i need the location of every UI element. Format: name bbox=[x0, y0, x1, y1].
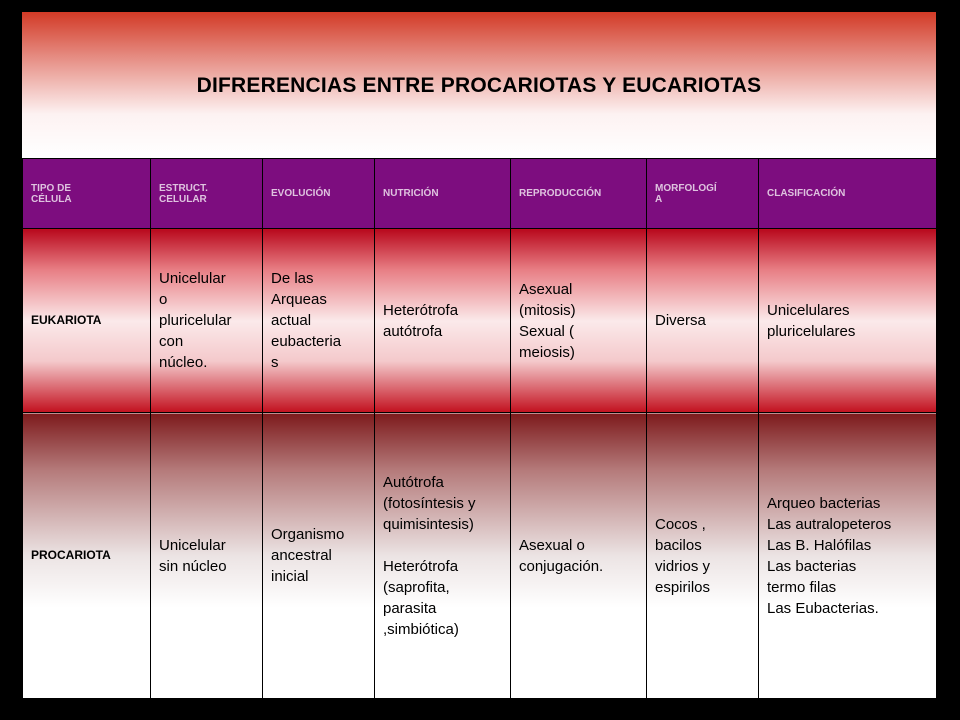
cell-morphology: Diversa bbox=[647, 229, 759, 413]
column-header-estructura: ESTRUCT. CELULAR bbox=[151, 159, 263, 229]
cell-nutrition: Heterótrofa autótrofa bbox=[375, 229, 511, 413]
slide bbox=[22, 12, 936, 698]
cell-structure: Unicelular sin núcleo bbox=[151, 413, 263, 699]
column-header-morfologia: MORFOLOGÍ A bbox=[647, 159, 759, 229]
header-row bbox=[23, 159, 937, 229]
cell-evolution: De las Arqueas actual eubacteria s bbox=[263, 229, 375, 413]
slide-title: DIFRERENCIAS ENTRE PROCARIOTAS Y EUCARIOTAS bbox=[196, 74, 762, 97]
column-header-nutricion: NUTRICIÓN bbox=[375, 159, 511, 229]
column-header-reproduccion: REPRODUCCIÓN bbox=[511, 159, 647, 229]
comparison-table bbox=[22, 158, 937, 699]
cell-type: PROCARIOTA bbox=[23, 413, 151, 699]
cell-reproduction: Asexual (mitosis) Sexual ( meiosis) bbox=[511, 229, 647, 413]
table-row bbox=[23, 229, 937, 413]
cell-evolution: Organismo ancestral inicial bbox=[263, 413, 375, 699]
column-header-clasificacion: CLASIFICACIÓN bbox=[759, 159, 937, 229]
cell-structure: Unicelular o pluricelular con núcleo. bbox=[151, 229, 263, 413]
column-header-evolucion: EVOLUCIÓN bbox=[263, 159, 375, 229]
cell-type: EUKARIOTA bbox=[23, 229, 151, 413]
title-row bbox=[22, 12, 936, 159]
cell-nutrition: Autótrofa (fotosíntesis y quimisintesis) Heterótrofa (saprofita, parasita ,simbiótica) bbox=[375, 413, 511, 699]
cell-reproduction: Asexual o conjugación. bbox=[511, 413, 647, 699]
cell-classification: Arqueo bacterias Las autralopeteros Las B. Halófilas Las bacterias termo filas Las Eubacterias. bbox=[759, 413, 937, 699]
table-row bbox=[23, 413, 937, 699]
cell-classification: Unicelulares pluricelulares bbox=[759, 229, 937, 413]
cell-morphology: Cocos , bacilos vidrios y espirilos bbox=[647, 413, 759, 699]
column-header-tipo: TIPO DE CÉLULA bbox=[23, 159, 151, 229]
